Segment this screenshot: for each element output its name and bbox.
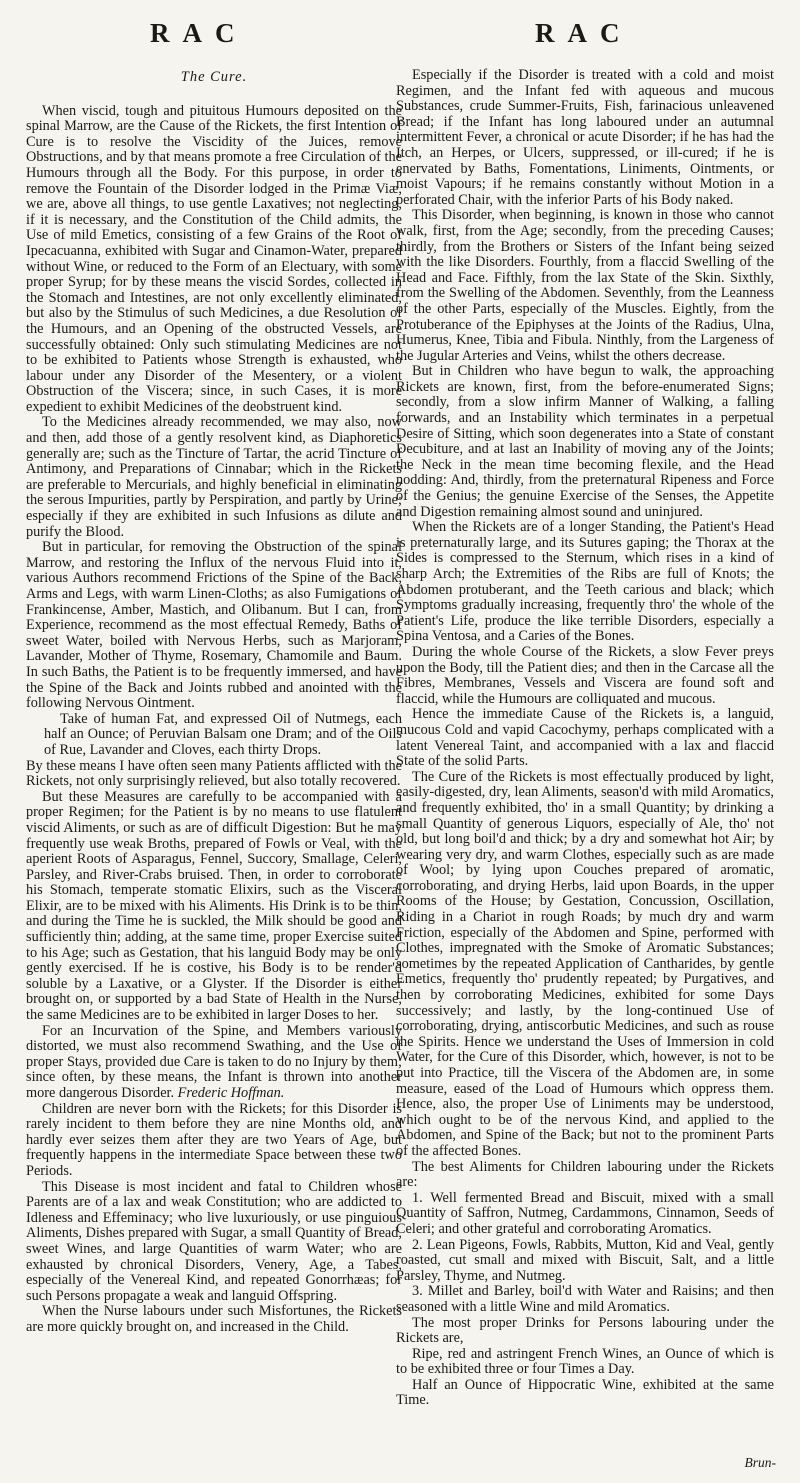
column-gutter xyxy=(390,60,391,1460)
paragraph: The best Aliments for Children labouring under the Rickets are: xyxy=(396,1158,774,1191)
running-head-right: RAC xyxy=(535,18,633,48)
paragraph: The most proper Drinks for Persons labouring under the Rickets are, xyxy=(396,1314,774,1347)
list-item: 1. Well fermented Bread and Biscuit, mixed with a small Quantity of Saffron, Nutmeg, Cardammons, Cinnamon, Seeds of Celeri; and other grateful and corroborating Aromatics. xyxy=(396,1189,774,1237)
paragraph: By these means I have often seen many Patients afflicted with the Rickets, not only surprisingly relieved, but also totally recovered. xyxy=(26,757,402,790)
paragraph: But these Measures are carefully to be accompanied with a proper Regimen; for the Patient is by no means to use flatulent viscid Aliments, or such as are of difficult Digestion: But he may frequently use weak Broths, prepared of Fowls or Veal, with the aperient Roots of Asparagus, Fennel, Succory, Smallage, Celeri, Parsley, and River-Crabs bruised. Then, in order to corroborate his Stomach, temperate stomatic Elixirs, such as the Visceral Elixir, are to be mixed with his Aliments. His Drink is to be thin, and during the Time he is suckled, the Milk should be good and sufficiently thin; adding, at the same time, proper Exercise suited to his Age; such as Gestation, that his languid Body may be only gently exercised. If he is costive, his Body is to be render'd soluble by a Laxative, or a Glyster. If the Disorder is either brought on, or supported by a bad State of Health in the Nurse, the same Medicines are to be exhibited in larger Doses to her. xyxy=(26,788,402,1024)
paragraph: The Cure of the Rickets is most effectually produced by light, easily-digested, dry, lean Aliments, season'd with mild Aromatics, and frequently exhibited, tho' in a small Quantity; by drinking a small Quantity of generous Liquors, especially of Ale, tho' not old, but long boil'd and thick; by a dry and somewhat hot Air; by wearing very dry, and warm Clothes, especially such as are made of Wool; by lying upon Couches prepared of aromatic, corroborating, and drying Herbs, laid upon Boards, in the upper Rooms of the House; by Gestation, Concussion, Oscillation, Riding in a Chariot in rough Roads; by much dry and warm Friction, especially of the Abdomen and Spine, performed with Clothes, impregnated with the Smoke of Aromatic Substances; sometimes by the repeated Application of Cantharides, by gentle Emetics, frequently tho' prudently repeated; by Purgatives, and then by corroborating Medicines, exhibited for some Days successively; and lastly, by the long-continued Use of corroborating, drying, antiscorbutic Medicines, and such as rouse the Spirits. Hence we understand the Uses of Immersion in cold Water, for the Cure of this Disorder, which, however, is not to be put into Practice, till the Viscera of the Abdomen are, in some measure, eased of the Load of Humours which oppress them. Hence, also, the proper Use of Liniments may be understood, which ought to be of the nervous Kind, and applied to the Abdomen, and Spine of the Back; but not to the prominent Parts of the affected Bones. xyxy=(396,768,774,1159)
right-column xyxy=(396,68,774,1409)
paragraph: But in Children who have begun to walk, the approaching Rickets are known, first, from the before-enumerated Signs; secondly, from a slow infirm Manner of Walking, a falling forwards, and an Instability which terminates in a perpetual Desire of Sitting, which soon degenerates into a State of constant Decubiture, and at last an Inability of moving any of the Joints; the Neck in the mean time becoming flexile, and the Head nodding: And, thirdly, from the preternatural Ripeness and Force of the Genius; the genuine Exercise of the Senses, the Appetite and Digestion remaining almost sound and uninjured. xyxy=(396,363,774,520)
paragraph: But in particular, for removing the Obstruction of the spinal Marrow, and restoring the Influx of the nervous Fluid into it, various Authors recommend Frictions of the Spine of the Back, Arms and Legs, with warm Linen-Cloths; as also Fumigations of Frankincense, Amber, Mastich, and Olibanum. But I can, from Experience, recommend as the most effectual Remedy, Baths of sweet Water, boiled with Nervous Herbs, such as Marjoram, Lavander, Mother of Thyme, Rosemary, Chamomile and Baum. In such Baths, the Patient is to be frequently immersed, and have the Spine of the Back and Joints rubbed and anointed with the following Nervous Ointment. xyxy=(26,539,402,712)
paragraph: To the Medicines already recommended, we may also, now and then, add those of a gently resolvent kind, as Diaphoretics generally are; such as the Tincture of Tartar, the acrid Tincture of Antimony, and Preparations of Cinnabar; which in the Rickets are preferable to Mercurials, and highly beneficial in eliminating the serous Impurities, partly by Perspiration, and partly by Urine; especially if they are exhibited in such Infusions as dilute and purify the Blood. xyxy=(26,414,402,540)
left-column xyxy=(26,68,402,1336)
list-item: 3. Millet and Barley, boil'd with Water and Raisins; and then seasoned with a little Wine and mild Aromatics. xyxy=(396,1283,774,1315)
paragraph: When viscid, tough and pituitous Humours deposited on the spinal Marrow, are the Cause of the Rickets, the first Intention of Cure is to resolve the Viscidity of the Juices, remove Obstructions, and by that means promote a free Circulation of the Humours through all the Body. For this purpose, in order to remove the Fountain of the Disorder lodged in the Primæ Viæ, we are, above all things, to use gentle Laxatives; not neglecting, if it is necessary, and the Constitution of the Child admits, the Use of mild Emetics, consisting of a few Grains of the Root of Ipecacuanna, exhibited with Sugar and Cinamon-Water, prepared without Wine, or reduced to the Form of an Electuary, with some proper Syrup; for by these means the viscid Sordes, collected in the Stomach and Intestines, are not only excellently eliminated, but also by the Stimulus of such Medicines, a due Resolution of the Humours, and an Opening of the obstructed Vessels, are successfully obtained: Only such stimulating Medicines are not to be exhibited to Patients whose Strength is exhausted, who labour under any Disorder of the Mesentery, or a violent Obstruction of the Viscera; since, in such Cases, it is more expedient to exhibit Medicines of the deobstruent kind. xyxy=(26,102,402,415)
section-heading: The Cure. xyxy=(180,69,248,85)
paragraph: Children are never born with the Rickets; for this Disorder is rarely incident to them before they are nine Months old, and hardly ever seizes them after they are two Years of Age, but frequently happens in the intermediate Space between these two Periods. xyxy=(26,1100,402,1179)
list-item: 2. Lean Pigeons, Fowls, Rabbits, Mutton, Kid and Veal, gently roasted, cut small and mixed with Biscuit, Salt, and a little Parsley, Thyme, and Nutmeg. xyxy=(396,1236,774,1284)
running-head-left: RAC xyxy=(150,18,248,48)
paragraph: Hence the immediate Cause of the Rickets is, a languid, mucous Cold and vapid Cacochymy, perhaps complicated with a latent Venereal Taint, and accompanied with a lax and flaccid State of the solid Parts. xyxy=(396,706,774,770)
recipe: Take of human Fat, and expressed Oil of Nutmegs, each half an Ounce; of Peruvian Balsam one Dram; and of the Oils of Rue, Lavander and Cloves, each thirty Drops. xyxy=(44,710,402,758)
paragraph-text: For an Incurvation of the Spine, and Members variously distorted, we must also recommend Swathing, and the Use of proper Stays, provided due Care is taken to do no Injury by them; since often, by these means, the Infant is thrown into another more dangerous Disorder. xyxy=(26,1022,402,1101)
paragraph: When the Nurse labours under such Misfortunes, the Rickets are more quickly brought on, and increased in the Child. xyxy=(26,1303,402,1335)
paragraph: When the Rickets are of a longer Standing, the Patient's Head is preternaturally large, and its Sutures gaping; the Thorax at the Sides is compressed to the Sternum, which rises in a kind of sharp Arch; the Extremities of the Ribs are full of Knots; the Abdomen protuberant, and the Teeth carious and black; which Symptoms gradually increasing, frequently thro' the whole of the Patient's Life, produce the like terrible Disorders, especially a Spina Ventosa, and a Caries of the Bones. xyxy=(396,519,774,645)
paragraph: During the whole Course of the Rickets, a slow Fever preys upon the Body, till the Patient dies; and then in the Carcase all the Fibres, Membranes, Vessels and Viscera are found soft and flaccid, while the Humours are colliquated and mucous. xyxy=(396,643,774,707)
paragraph: Ripe, red and astringent French Wines, an Ounce of which is to be exhibited three or four Times a Day. xyxy=(396,1345,774,1378)
paragraph: Especially if the Disorder is treated with a cold and moist Regimen, and the Infant fed with aqueous and mucous Substances, crude Summer-Fruits, Fish, farinacious unleavened Bread; if the Infant has long laboured under an autumnal intermittent Fever, a chronical or acute Disorder; if he has had the Itch, an Herpes, or Ulcers, suppressed, or ill-cured; if he is enervated by Baths, Fomentations, Liniments, Ointments, or moist Vapours; if he remains constantly without Motion in a perforated Chair, with the inferior Parts of his Body naked. xyxy=(396,67,774,208)
paragraph xyxy=(26,1024,402,1102)
catchword: Brun- xyxy=(744,1455,776,1470)
paragraph: This Disease is most incident and fatal to Children whose Parents are of a lax and weak Constitution; who are addicted to Idleness and Effeminacy; who live luxuriously, or use pinguious Aliments, Dishes prepared with Sugar, a small Quantity of Bread, sweet Wines, and large Quantities of warm Water; who are exhausted by chronical Disorders, Venery, Age, a Tabes, especially of the Venereal Kind, and repeated Gonorrhæas; for such Persons propagate a weak and languid Offspring. xyxy=(26,1178,402,1304)
paragraph: Half an Ounce of Hippocratic Wine, exhibited at the same Time. xyxy=(396,1376,774,1409)
author-signature: Frederic Hoffman. xyxy=(177,1085,285,1101)
paragraph: This Disorder, when beginning, is known in those who cannot walk, first, from the Age; secondly, from the preceding Causes; thirdly, from the Brothers or Sisters of the Infant being seized with the like Disorders. Fourthly, from a flaccid Swelling of the Head and Face. Fifthly, from the lax State of the Skin. Sixthly, from the Swelling of the Abdomen. Seventhly, from the Leanness of the other Parts, especially of the Muscles. Eightly, from the Protuberance of the Epiphyses at the Joints of the Radius, Ulna, Humerus, Knee, Tibia and Fibula. Ninthly, from the Largeness of the Jugular Arteries and Veins, whilst the others decrease. xyxy=(396,207,774,364)
